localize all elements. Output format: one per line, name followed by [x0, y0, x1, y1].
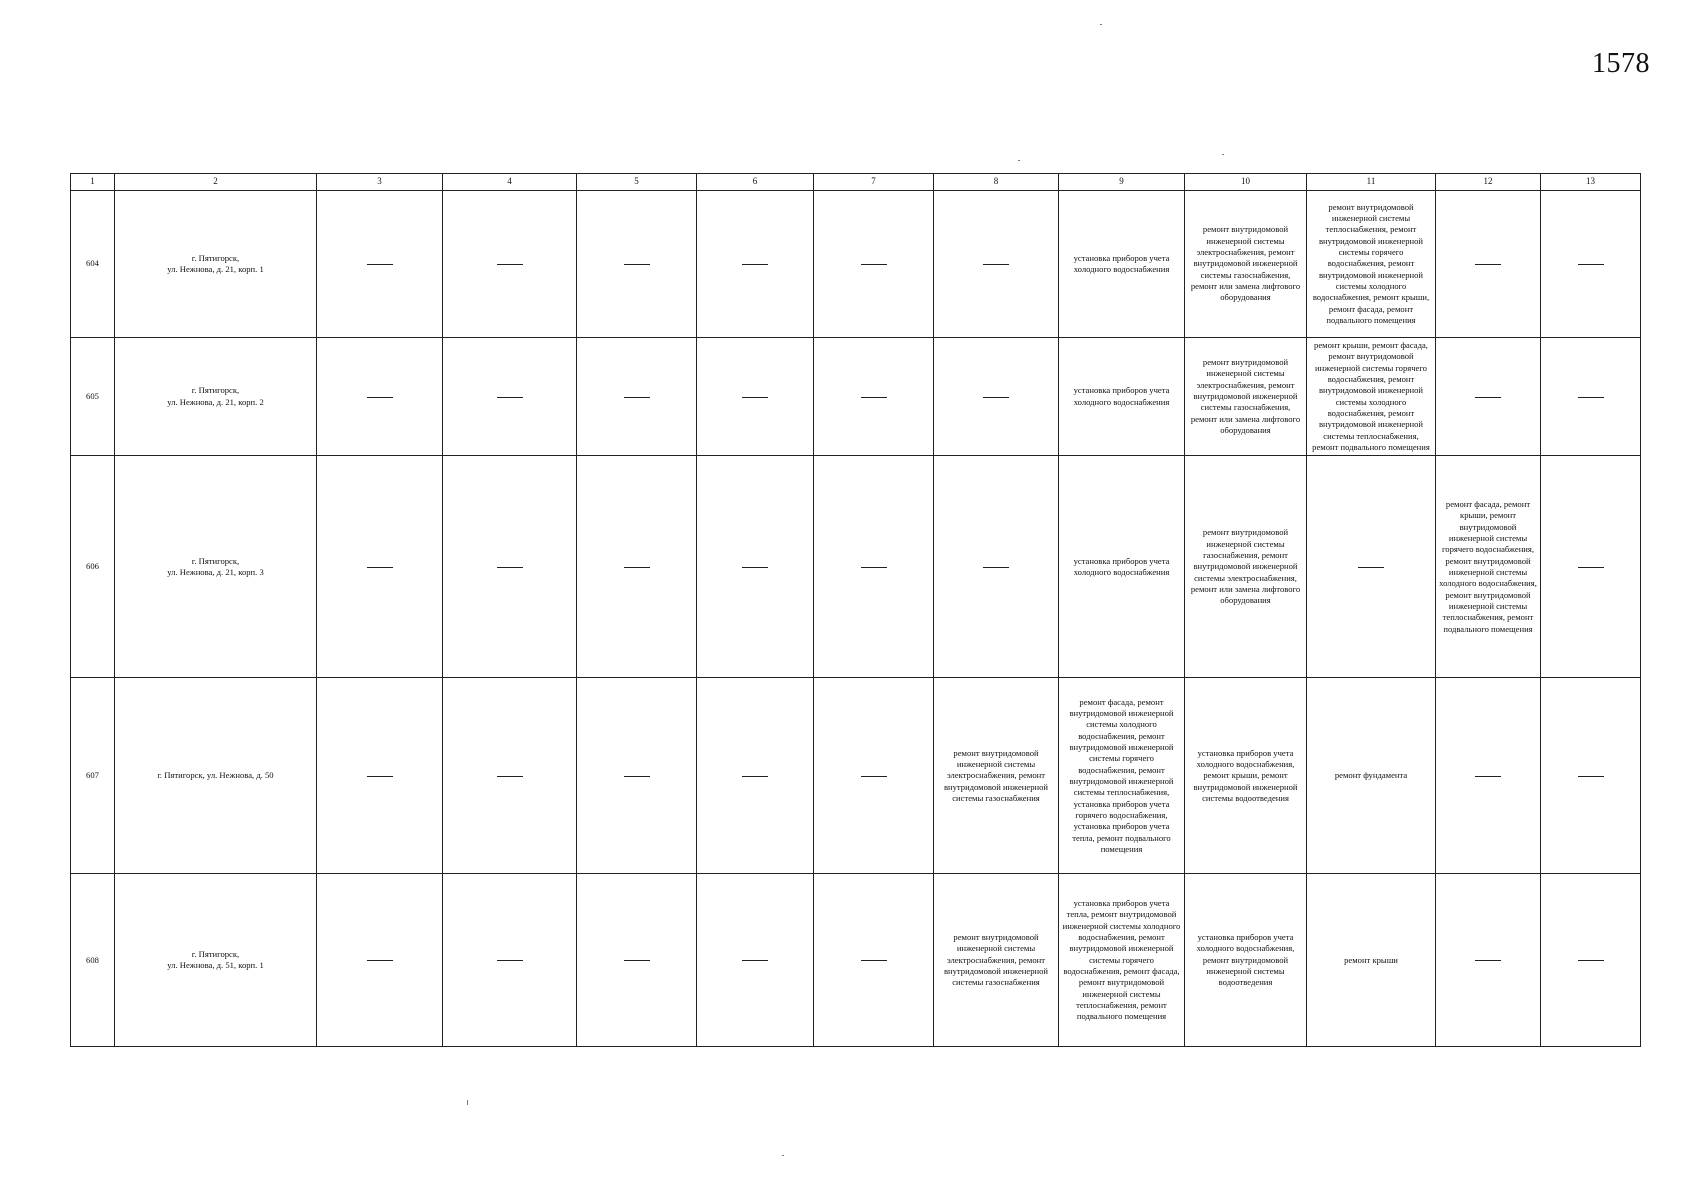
dash-mark: [497, 960, 523, 961]
dash-mark: [367, 960, 393, 961]
cell-col-5: [577, 191, 697, 338]
dash-mark: [1578, 776, 1604, 777]
cell-col-10: ремонт внутридомовой инженерной системы электроснабжения, ремонт внутридомовой инженерной системы газоснабжения, ремонт или замена лифтового оборудования: [1185, 338, 1307, 456]
dash-mark: [861, 397, 887, 398]
cell-col-6: [697, 456, 814, 678]
cell-col-4: [443, 874, 577, 1047]
cell-col-4: [443, 191, 577, 338]
dash-mark: [742, 776, 768, 777]
table-row: [71, 338, 1641, 456]
cell-col-8: [934, 338, 1059, 456]
cell-col-8: ремонт внутридомовой инженерной системы электроснабжения, ремонт внутридомовой инженерной системы газоснабжения: [934, 678, 1059, 874]
cell-col-8: [934, 456, 1059, 678]
cell-col-9: установка приборов учета тепла, ремонт внутридомовой инженерной системы холодного водоснабжения, ремонт внутридомовой инженерной системы горячего водоснабжения, ремонт фасада, ремонт внутридомовой инженерной системы теплоснабжения, ремонт подвального помещения: [1059, 874, 1185, 1047]
header-col-13: 13: [1541, 174, 1641, 191]
dash-mark: [1578, 397, 1604, 398]
dash-mark: [983, 264, 1009, 265]
dash-mark: [624, 776, 650, 777]
dash-mark: [1578, 567, 1604, 568]
cell-col-9: ремонт фасада, ремонт внутридомовой инженерной системы холодного водоснабжения, ремонт внутридомовой инженерной системы горячего водоснабжения, ремонт внутридомовой инженерной системы теплоснабжения, установка приборов учета горячего водоснабжения, установка приборов учета тепла, ремонт подвального помещения: [1059, 678, 1185, 874]
cell-col-12: [1436, 191, 1541, 338]
address-cell: [115, 456, 317, 678]
dash-mark: [497, 776, 523, 777]
dash-mark: [1358, 567, 1384, 568]
address-cell: [115, 678, 317, 874]
dash-mark: [742, 567, 768, 568]
cell-col-7: [814, 874, 934, 1047]
header-row: [71, 174, 1641, 191]
cell-col-7: [814, 191, 934, 338]
dash-mark: [367, 397, 393, 398]
cell-col-3: [317, 338, 443, 456]
scan-speck: [467, 1100, 468, 1105]
cell-col-6: [697, 678, 814, 874]
page-number: 1578: [1592, 48, 1650, 79]
address-line: г. Пятигорск,: [191, 385, 240, 396]
dash-mark: [1475, 264, 1501, 265]
table-header: [71, 174, 1641, 191]
row-number: 606: [71, 456, 115, 678]
cell-col-12: [1436, 874, 1541, 1047]
dash-mark: [624, 264, 650, 265]
address-line: г. Пятигорск,: [191, 555, 240, 566]
cell-col-11: [1307, 456, 1436, 678]
dash-mark: [497, 567, 523, 568]
dash-mark: [497, 264, 523, 265]
table-row: [71, 456, 1641, 678]
address-line: г. Пятигорск, ул. Нежнова, д. 50: [157, 770, 274, 781]
header-col-12: 12: [1436, 174, 1541, 191]
header-col-7: 7: [814, 174, 934, 191]
repair-schedule-table: [70, 173, 1641, 1047]
table-row: [71, 191, 1641, 338]
cell-col-11: ремонт внутридомовой инженерной системы теплоснабжения, ремонт внутридомовой инженерной системы горячего водоснабжения, ремонт внутридомовой инженерной системы холодного водоснабжения, ремонт крыши, ремонт фасада, ремонт подвального помещения: [1307, 191, 1436, 338]
cell-col-4: [443, 456, 577, 678]
table-row: [71, 678, 1641, 874]
address-cell: [115, 874, 317, 1047]
cell-col-3: [317, 191, 443, 338]
cell-col-11: ремонт крыши, ремонт фасада, ремонт внутридомовой инженерной системы горячего водоснабжения, ремонт внутридомовой инженерной системы холодного водоснабжения, ремонт внутридомовой инженерной системы теплоснабжения, ремонт подвального помещения: [1307, 338, 1436, 456]
cell-col-8: [934, 191, 1059, 338]
table-row: [71, 874, 1641, 1047]
header-col-5: 5: [577, 174, 697, 191]
cell-col-4: [443, 678, 577, 874]
address-cell: [115, 191, 317, 338]
cell-col-6: [697, 338, 814, 456]
cell-col-11: ремонт фундамента: [1307, 678, 1436, 874]
cell-col-13: [1541, 678, 1641, 874]
row-number: 605: [71, 338, 115, 456]
dash-mark: [1475, 397, 1501, 398]
dash-mark: [1475, 960, 1501, 961]
dash-mark: [624, 397, 650, 398]
dash-mark: [497, 397, 523, 398]
cell-col-13: [1541, 456, 1641, 678]
dash-mark: [861, 776, 887, 777]
dash-mark: [742, 264, 768, 265]
address-line: ул. Нежнова, д. 21, корп. 1: [167, 264, 264, 274]
cell-col-3: [317, 874, 443, 1047]
dash-mark: [624, 960, 650, 961]
cell-col-4: [443, 338, 577, 456]
cell-col-13: [1541, 874, 1641, 1047]
cell-col-7: [814, 338, 934, 456]
cell-col-13: [1541, 338, 1641, 456]
dash-mark: [1578, 264, 1604, 265]
scan-speck: [1018, 160, 1020, 161]
cell-col-12: [1436, 338, 1541, 456]
table-body: [71, 191, 1641, 1047]
dash-mark: [624, 567, 650, 568]
cell-col-10: ремонт внутридомовой инженерной системы электроснабжения, ремонт внутридомовой инженерной системы газоснабжения, ремонт или замена лифтового оборудования: [1185, 191, 1307, 338]
dash-mark: [742, 960, 768, 961]
cell-col-3: [317, 678, 443, 874]
dash-mark: [861, 264, 887, 265]
dash-mark: [1578, 960, 1604, 961]
header-col-8: 8: [934, 174, 1059, 191]
dash-mark: [367, 264, 393, 265]
cell-col-10: установка приборов учета холодного водоснабжения, ремонт крыши, ремонт внутридомовой инженерной системы водоотведения: [1185, 678, 1307, 874]
header-col-6: 6: [697, 174, 814, 191]
scan-speck: [782, 1155, 784, 1156]
dash-mark: [861, 567, 887, 568]
cell-col-9: установка приборов учета холодного водоснабжения: [1059, 338, 1185, 456]
scan-speck: [1222, 154, 1224, 155]
dash-mark: [983, 567, 1009, 568]
cell-col-9: установка приборов учета холодного водоснабжения: [1059, 191, 1185, 338]
address-line: ул. Нежнова, д. 51, корп. 1: [167, 960, 264, 971]
row-number: 607: [71, 678, 115, 874]
address-line: ул. Нежнова, д. 21, корп. 2: [167, 396, 264, 407]
header-col-1: 1: [71, 174, 115, 191]
cell-col-5: [577, 338, 697, 456]
cell-col-9: установка приборов учета холодного водоснабжения: [1059, 456, 1185, 678]
cell-col-8: ремонт внутридомовой инженерной системы электроснабжения, ремонт внутридомовой инженерной системы газоснабжения: [934, 874, 1059, 1047]
cell-col-3: [317, 456, 443, 678]
header-col-9: 9: [1059, 174, 1185, 191]
cell-col-13: [1541, 191, 1641, 338]
cell-col-7: [814, 456, 934, 678]
dash-mark: [1475, 776, 1501, 777]
cell-col-6: [697, 874, 814, 1047]
row-number: 608: [71, 874, 115, 1047]
cell-col-5: [577, 456, 697, 678]
header-col-3: 3: [317, 174, 443, 191]
address-line: г. Пятигорск,: [191, 949, 240, 960]
cell-col-12: ремонт фасада, ремонт крыши, ремонт внутридомовой инженерной системы горячего водоснабжения, ремонт внутридомовой инженерной системы холодного водоснабжения, ремонт внутридомовой инженерной системы теплоснабжения, ремонт подвального помещения: [1436, 456, 1541, 678]
cell-col-10: установка приборов учета холодного водоснабжения, ремонт внутридомовой инженерной системы водоотведения: [1185, 874, 1307, 1047]
cell-col-5: [577, 874, 697, 1047]
address-line: ул. Нежнова, д. 21, корп. 3: [167, 566, 264, 577]
dash-mark: [983, 397, 1009, 398]
cell-col-7: [814, 678, 934, 874]
cell-col-11: ремонт крыши: [1307, 874, 1436, 1047]
address-cell: [115, 338, 317, 456]
row-number: 604: [71, 191, 115, 338]
cell-col-12: [1436, 678, 1541, 874]
header-col-4: 4: [443, 174, 577, 191]
address-line: г. Пятигорск,: [191, 252, 240, 263]
header-col-10: 10: [1185, 174, 1307, 191]
scan-speck: [1100, 24, 1102, 25]
cell-col-10: ремонт внутридомовой инженерной системы газоснабжения, ремонт внутридомовой инженерной системы электроснабжения, ремонт или замена лифтового оборудования: [1185, 456, 1307, 678]
dash-mark: [367, 776, 393, 777]
dash-mark: [861, 960, 887, 961]
header-col-2: 2: [115, 174, 317, 191]
cell-col-5: [577, 678, 697, 874]
header-col-11: 11: [1307, 174, 1436, 191]
cell-col-6: [697, 191, 814, 338]
dash-mark: [367, 567, 393, 568]
dash-mark: [742, 397, 768, 398]
